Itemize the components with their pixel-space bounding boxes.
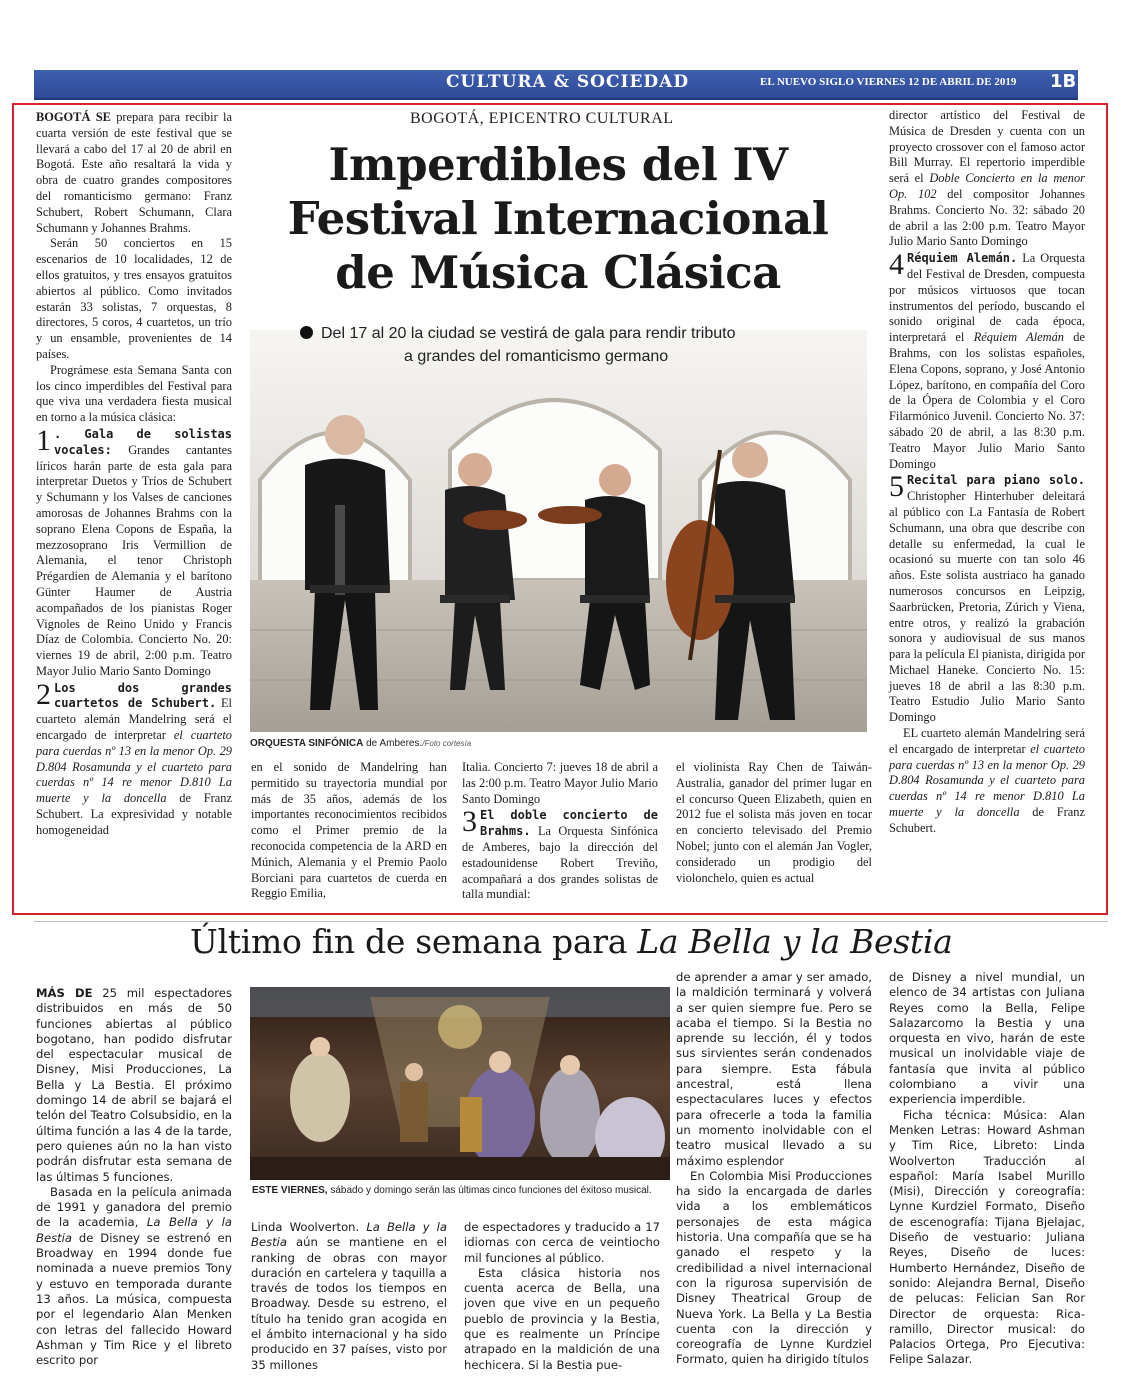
lead-in: BOGOTÁ SE: [36, 110, 111, 124]
list-item-2: 2 Los dos grandes cuartetos de Schubert. El cuarteto alemán Mandelring será el encargado de interpretar el cuarteto para cuerdas nº 13 en la menor Op. 29 D.804 Rosamunda y el cuarteto para cuerdas nº 14 re menor D.810 La muerte y la doncella de Franz Schubert. La expresividad y notable homogeneidad: [36, 677, 232, 837]
paragraph: Esta clásica historia nos cuenta acerca de Bella, una joven que vive en un pequeño pueblo de provincia y la Bestia, que es realmente un Príncipe atrapado en la maldición de una hechicera. Si la Bestia pue-: [464, 1265, 660, 1372]
paragraph: de espectadores y traducido a 17 idiomas con cerca de veintiocho mil funciones al público.: [464, 1220, 660, 1265]
article-subhead: [300, 322, 860, 368]
list-item-4: 4 Réquiem Alemán. La Orquesta del Festival de Dresden, compuesta por músicos virtuosos que tocan instrumentos del período, buscando el sonido original de cada época, interpretará el Réquiem Alemán de Brahms, con los solistas españoles, Elena Copons, soprano, y José Antonio López, barítono, en compañía del Coro de la Ópera de Colombia y el Coro Filarmónico Juvenil. Concierto No. 37: sábado 20 de abril, a las 8:30 p.m. Teatro Mayor Julio Mario Santo Domingo: [889, 248, 1085, 471]
bullet-icon: [300, 326, 313, 339]
article2-column-4: [676, 970, 872, 1368]
paragraph: de aprender a amar y ser amado, la maldición terminará y volverá a ser quien siempre fue. Pero se acaba el tiempo. Si la Bestia no aprende su lección, él y todos sus sirvientes serán condenados para siempre. Esta fábula ancestral, está llena espectaculares luces y efectos para ofrecerle a toda la familia un momento inolvidable con el teatro musical llevado a su máximo esplendor: [676, 970, 872, 1168]
list-item-5: 5 Recital para piano solo. Christopher Hinterhuber deleitará al público con La Fantasía de Robert Schumann, una obra que describe con detalle su enfermedad, la cual le ocasionó su muerte con tan solo 46 años. Este solista austriaco ha ganado numerosos concursos en Leipzig, Saarbrücken, Pretoria, Zúrich y Viena, entre otros, y realizó la grabación sonora y audiovisual de sus manos para la película El pianista, dirigida por Michael Haneke. Concierto No. 15: jueves 18 de abril a las 8:30 p.m. Teatro Estudio Julio Mario Santo Domingo: [889, 470, 1085, 725]
paragraph: Basada en la película animada de 1991 y ganadora del premio de la academia, La Bella y la Bestia de Disney se estrenó en Broadway en 1994 donde fue nominada a nueve premios Tony y estuvo en temporada durante 13 años. La música, compuesta por el legendario Alan Menken con letras del fallecido Howard Ashman y Tim Rice y el libreto escrito por: [36, 1184, 232, 1368]
paragraph: Serán 50 conciertos en 15 escenarios de 10 localidades, 12 de ellos gratuitos, y tres ensayos gratuitos abiertos al público. Como invitados estarán 33 solistas, 7 orquestas, 8 directores, 5 coros, 4 cuartetos, un trío y un ensamble, provenientes de 14 países.: [36, 236, 232, 361]
article1-column-5: [889, 108, 1085, 837]
stage-photo-illustration: [250, 987, 670, 1180]
article2-column-5: [889, 970, 1085, 1368]
paragraph: Ficha técnica: Música: Alan Menken Letras: Howard Ashman y Tim Rice, Libreto: Linda Woolverton Traducción al español: María Isabel Murillo (Misi), Dirección y coreografía: Lynne Kurdziel Formato, Diseño de escenografía: Tijana Bjelajac, Diseño de vestuario: Juliana Reyes, Diseño de luces: Humberto Hernández, Diseño de sonido: Alejandra Bernal, Diseño de pelucas: Felician San Ror Director de orquesta: Rica-ramillo, Director musical: do Palacios Ortega, Pro Ejecutiva: Felipe Salazar.: [889, 1107, 1085, 1367]
subhead-line-2: a grandes del romanticismo germano: [404, 348, 669, 365]
paragraph: en el sonido de Mandelring han permitido su trayectoria mundial por más de 35 años, además de los importantes reconocimientos recibidos como el Primer premio de la reconocida competencia de la ARD en Múnich, Alemania y el Premio Paolo Borciani para cuartetos de cuerda en Reggio Emilia,: [251, 760, 447, 901]
paragraph: BOGOTÁ SE prepara para recibir la cuarta versión de este festival que se llevará a cabo del 17 al 20 de abril en Bogotá. Este año resaltará la vida y obra de cuatro grandes compositores del romanticismo germano: Franz Schubert, Robert Schumann, Clara Schumann y Johannes Brahms.: [36, 110, 232, 235]
quartet-photo-caption: [250, 738, 471, 749]
paragraph: Linda Woolverton. La Bella y la Bestia aún se mantiene en el ranking de obras con mayor duración en cartelera y taquilla a través de todos los tiempos en Broadway. Desde su estreno, el título ha tenido gran acogida en el ámbito internacional y ha sido producido en 37 países, visto por 35 millones: [251, 1220, 447, 1372]
beauty-beast-photo-caption: ESTE VIERNES, sábado y domingo serán las últimas cinco funciones del éxitoso musical.: [252, 1185, 652, 1196]
article2-column-2: [251, 1220, 447, 1373]
article1-column-2: [251, 760, 447, 902]
article1-column-4: [676, 760, 872, 886]
article-kicker: BOGOTÁ, EPICENTRO CULTURAL: [410, 110, 674, 127]
masthead-date: EL NUEVO SIGLO VIERNES 12 DE ABRIL DE 2019: [760, 76, 1017, 88]
article1-column-3: [462, 760, 658, 903]
headline-line-1: Imperdibles del IV: [328, 138, 788, 191]
paragraph: MÁS DE 25 mil espectadores distribuidos en más de 50 funciones abiertas al público bogotano, han podido disfrutar del espectacular musical de Disney, Misi Producciones, La Bella y La Bestia. El próximo domingo 14 de abril se bajará el telón del Teatro Colsubsidio, en la última función a las 4 de la tarde, pero quienes aún no la han visto podrán disfrutar esta semana de las últimas 5 funciones.: [36, 986, 232, 1184]
headline-line-3: de Música Clásica: [335, 246, 781, 299]
section-title: CULTURA & SOCIEDAD: [446, 72, 690, 92]
paragraph: director artístico del Festival de Música de Dresden y cuenta con un proyecto crossover con el famoso actor Bill Murray. El repertorio imperdible será el Doble Concierto en la menor Op. 102 del compositor Johannes Brahms. Concierto No. 32: sábado 20 de abril a las 2:00 p.m. Teatro Mayor Julio Mario Santo Domingo: [889, 108, 1085, 249]
list-item-3: 3 El doble concierto de Brahms. La Orquesta Sinfónica de Amberes, bajo la dirección del estadounidense Robert Treviño, acompañará a dos grandes solistas de talla mundial:: [462, 805, 658, 902]
article2-column-3: [464, 1220, 660, 1373]
quartet-photo-illustration: [250, 330, 867, 732]
caption-bold: ORQUESTA SINFÓNICA: [250, 738, 364, 749]
quartet-photo: [250, 330, 867, 732]
caption-rest: de Amberes.: [363, 738, 423, 749]
article-headline: [268, 138, 848, 300]
paragraph: de Disney a nivel mundial, un elenco de 34 artistas con Juliana Reyes como la Bella, Felipe Salazarcomo la Bestia y una orquesta en vivo, harán de este musical un inolvidable viaje de fantasía que invita al público colombiano a vivir una experiencia imperdible.: [889, 970, 1085, 1107]
list-item-1: 1 . Gala de solistas vocales: Grandes cantantes líricos harán parte de esta gala para interpretar Duetos y Tríos de Schubert y Schumann y los Valses de canciones amorosas de Johannes Brahms con la soprano Elena Copons de España, la mezzosoprano Iris Vermillion de Alemania, el tenor Christoph Prégardien de Alemania y el barítono Günter Haumer de Austria acompañados de los pianistas Roger Vignoles de Reino Unido y Francis Díaz de Colombia. Concierto No. 20: viernes 19 de abril, 2:00 p.m. Teatro Mayor Julio Mario Santo Domingo: [36, 423, 232, 678]
paragraph: Italia. Concierto 7: jueves 18 de abril a las 2:00 p.m. Teatro Mayor Julio Mario Santo Domingo: [462, 760, 658, 806]
article2-column-1: [36, 986, 232, 1368]
paragraph: el violinista Ray Chen de Taiwán-Australia, ganador del primer lugar en el concurso Queen Elizabeth, quien en 2012 fue el solista más joven en tocar en concierto televisado del Premio Nobel; junto con el alemán Jan Vogler, considerado un prodigio del violonchelo, quien es actual: [676, 760, 872, 885]
photo-credit: /Foto cortesía: [422, 739, 472, 748]
paragraph: En Colombia Misi Producciones ha sido la encargada de darles vida a los emblemáticos personajes de esta mágica historia. Una compañía que se ha ganado el respeto y la credibilidad a nivel internacional con la rigurosa supervisión de Disney Theatrical Group de Nueva York. La Bella y La Bestia cuenta con la dirección y coreografía de Lynne Kurdziel Formato, quien ha dirigido títulos: [676, 1168, 872, 1367]
paragraph: Prográmese esta Semana Santa con los cinco imperdibles del Festival para que viva una verdadera fiesta musical en torno a la música clásica:: [36, 362, 232, 425]
lead-in: MÁS DE: [36, 986, 93, 1000]
page-number: 1B: [1050, 71, 1077, 92]
article1-column-1: [36, 110, 232, 839]
paragraph: EL cuarteto alemán Mandelring será el encargado de interpretar el cuarteto para cuerdas nº 13 en la menor Op. 29 D.804 Rosamunda y el cuarteto para cuerdas nº 14 re menor D.810 La muerte y la doncella de Franz Schubert.: [889, 726, 1085, 835]
beauty-beast-photo: [250, 987, 670, 1180]
headline-line-2: Festival Internacional: [287, 192, 829, 245]
subhead-line-1: Del 17 al 20 la ciudad se vestirá de gala para rendir tributo: [321, 325, 736, 342]
article2-headline: Último fin de semana para La Bella y la Bestia: [190, 922, 953, 961]
